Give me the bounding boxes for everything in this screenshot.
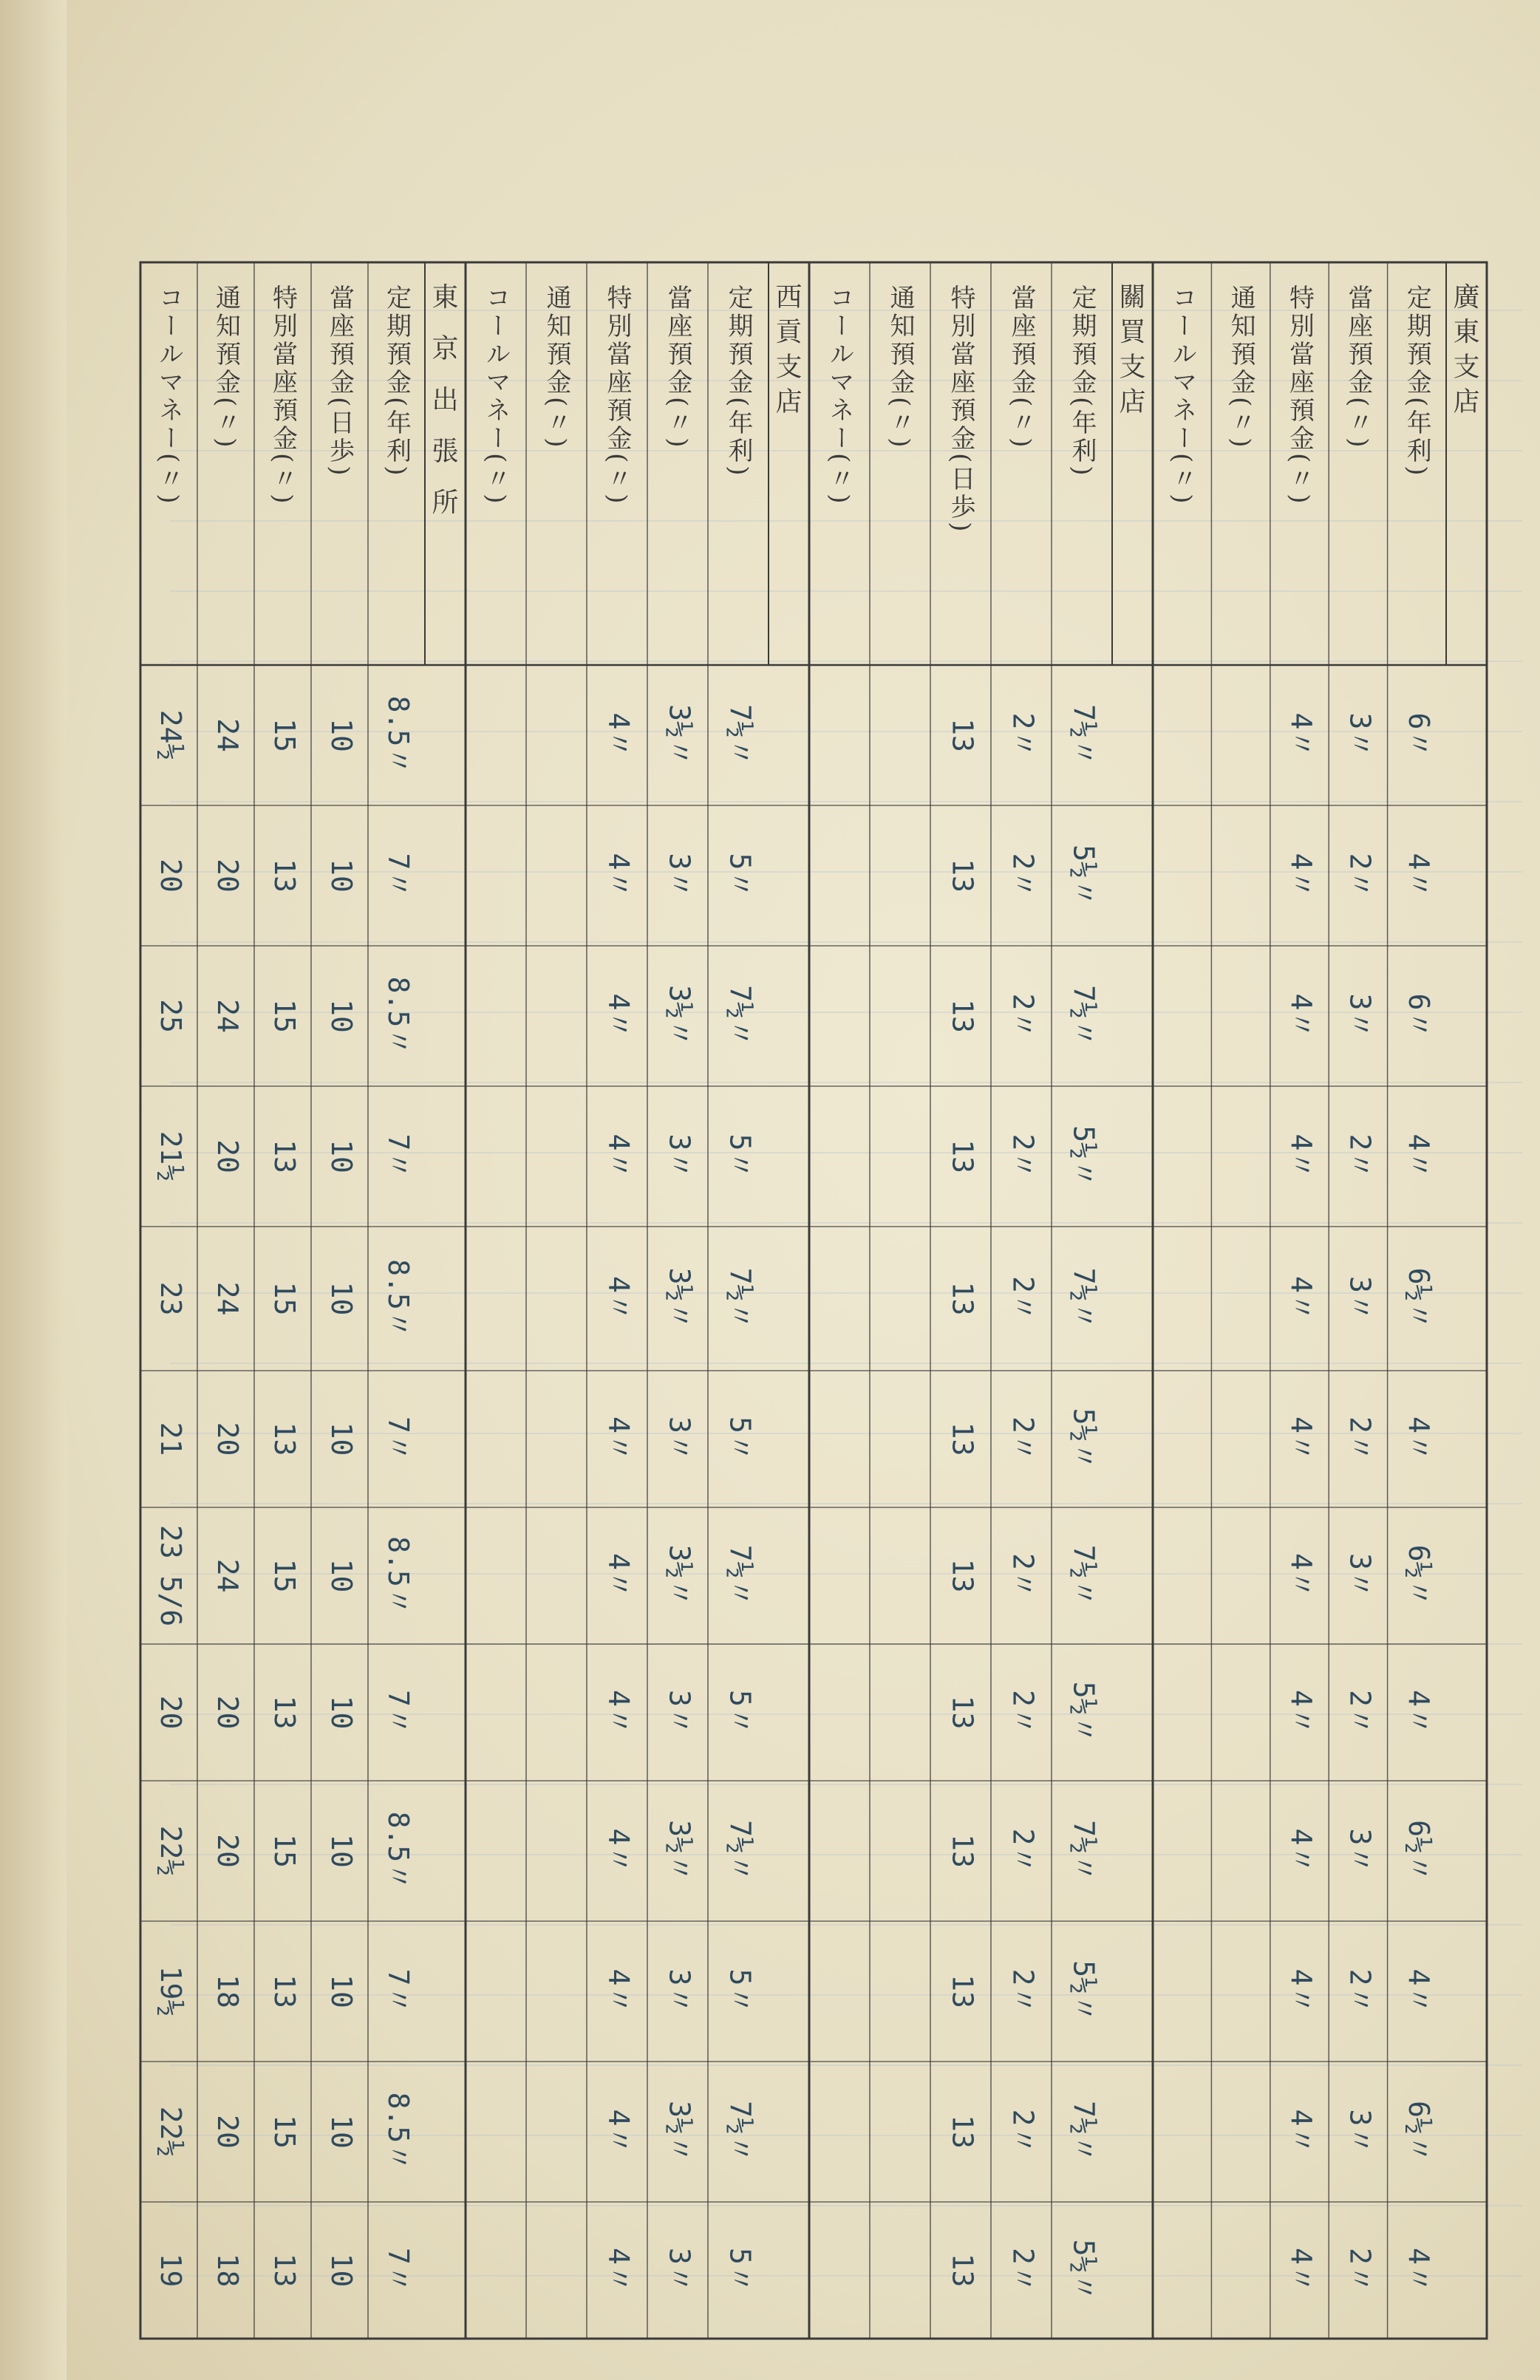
rate-value: 3〃 bbox=[663, 1416, 696, 1462]
rate-value: 4〃 bbox=[1285, 712, 1318, 758]
rate-value: 5½〃 bbox=[1067, 1681, 1100, 1744]
branch-name-char: 貢 bbox=[775, 317, 803, 348]
deposit-type-label: 特別當座預金(日歩) bbox=[946, 284, 975, 535]
branch-name-char: 出 bbox=[432, 384, 459, 415]
rate-value: 5½〃 bbox=[1067, 1960, 1100, 2022]
rate-value: 4〃 bbox=[1285, 1828, 1318, 1874]
rate-value: 15 bbox=[268, 1281, 301, 1316]
rate-value: 4〃 bbox=[1402, 1690, 1435, 1735]
rate-value: 8.5〃 bbox=[382, 976, 415, 1056]
deposit-type-label: コールマネー(〃) bbox=[1167, 284, 1197, 507]
rate-value: 4〃 bbox=[1285, 1690, 1318, 1735]
rate-value: 4〃 bbox=[1402, 1416, 1435, 1462]
rate-value: 20 bbox=[211, 1139, 244, 1173]
rate-value: 4〃 bbox=[1285, 1276, 1318, 1321]
rate-value: 4〃 bbox=[602, 712, 636, 758]
rate-value: 18 bbox=[211, 1974, 244, 2008]
rate-value: 7½〃 bbox=[1067, 1820, 1100, 1882]
rate-value: 5〃 bbox=[723, 1968, 757, 2014]
rate-value: 7〃 bbox=[382, 853, 415, 899]
rate-value: 13 bbox=[946, 999, 979, 1033]
rate-value: 10 bbox=[325, 1422, 358, 1456]
rate-value: 13 bbox=[946, 1695, 979, 1730]
rate-value: 3½〃 bbox=[663, 2101, 696, 2163]
rate-value: 7〃 bbox=[382, 2248, 415, 2293]
deposit-type-label: 特別當座預金(〃) bbox=[268, 284, 298, 507]
rate-value: 2〃 bbox=[1343, 853, 1377, 899]
rate-value: 4〃 bbox=[1285, 853, 1318, 899]
rate-value: 3〃 bbox=[1343, 712, 1377, 758]
deposit-type-label: 通知預金(〃) bbox=[1226, 284, 1256, 451]
rate-value: 2〃 bbox=[1006, 1828, 1040, 1874]
rate-value: 5½〃 bbox=[1067, 845, 1100, 907]
rate-value: 4〃 bbox=[602, 1133, 636, 1179]
branch-name-char: 張 bbox=[432, 436, 459, 467]
rate-value: 2〃 bbox=[1006, 2109, 1040, 2155]
rate-value: 7½〃 bbox=[1067, 704, 1100, 766]
deposit-type-label: 特別當座預金(〃) bbox=[602, 284, 632, 507]
rate-value: 22½ bbox=[154, 1825, 187, 1877]
branch-group-3 bbox=[466, 262, 809, 2339]
rate-value: 4〃 bbox=[1285, 2248, 1318, 2293]
rate-value: 10 bbox=[325, 718, 358, 752]
rate-value: 6½〃 bbox=[1402, 1820, 1435, 1882]
rate-value: 2〃 bbox=[1006, 1553, 1040, 1598]
rate-value: 10 bbox=[325, 999, 358, 1033]
rate-value: 7½〃 bbox=[1067, 985, 1100, 1047]
rate-value: 13 bbox=[946, 1139, 979, 1173]
branch-name-char: 店 bbox=[1453, 386, 1480, 417]
rate-value: 10 bbox=[325, 859, 358, 893]
rate-value: 4〃 bbox=[1285, 1133, 1318, 1179]
deposit-type-label: 通知預金(〃) bbox=[542, 284, 571, 451]
rate-value: 7½〃 bbox=[1067, 2101, 1100, 2163]
rate-value: 3〃 bbox=[1343, 1828, 1377, 1874]
rate-value: 2〃 bbox=[1006, 1133, 1040, 1179]
rate-value: 10 bbox=[325, 1281, 358, 1316]
rate-value: 3〃 bbox=[1343, 2109, 1377, 2155]
deposit-type-label: 當座預金(日歩) bbox=[324, 284, 355, 479]
rate-value: 3〃 bbox=[663, 853, 696, 899]
deposit-type-label: 當座預金(〃) bbox=[1343, 284, 1373, 451]
rate-value: 5〃 bbox=[723, 1690, 757, 1735]
rate-value: 5½〃 bbox=[1067, 2239, 1100, 2302]
rate-value: 3〃 bbox=[1343, 1553, 1377, 1598]
rate-value: 4〃 bbox=[602, 853, 636, 899]
rate-value: 6½〃 bbox=[1402, 1544, 1435, 1607]
rate-value: 3½〃 bbox=[663, 1820, 696, 1882]
rate-value: 6½〃 bbox=[1402, 1267, 1435, 1330]
rate-value: 4〃 bbox=[602, 1416, 636, 1462]
rate-value: 24 bbox=[211, 718, 244, 752]
rate-value: 13 bbox=[268, 1422, 301, 1456]
deposit-type-label: 定期預金(年利) bbox=[1402, 284, 1432, 479]
rate-value: 20 bbox=[211, 1834, 244, 1868]
rate-value: 10 bbox=[325, 2115, 358, 2149]
rate-value: 20 bbox=[211, 1695, 244, 1730]
rate-value: 13 bbox=[946, 1281, 979, 1316]
rate-value: 20 bbox=[211, 1422, 244, 1456]
rate-value: 4〃 bbox=[602, 2109, 636, 2155]
rate-value: 2〃 bbox=[1006, 1416, 1040, 1462]
branch-name-char: 西 bbox=[775, 282, 803, 313]
deposit-type-label: コールマネー(〃) bbox=[481, 284, 511, 507]
deposit-type-label: 通知預金(〃) bbox=[885, 284, 915, 451]
branch-name-char: 店 bbox=[1119, 386, 1146, 417]
rate-value: 15 bbox=[268, 1558, 301, 1593]
branch-name-char: 支 bbox=[1119, 352, 1146, 383]
rate-value: 7〃 bbox=[382, 1968, 415, 2014]
branch-name-char: 關 bbox=[1119, 282, 1146, 313]
rate-value: 2〃 bbox=[1006, 853, 1040, 899]
rate-value: 13 bbox=[946, 718, 979, 752]
rate-value: 4〃 bbox=[602, 1553, 636, 1598]
rate-value: 4〃 bbox=[1285, 2109, 1318, 2155]
rate-value: 7½〃 bbox=[723, 985, 757, 1047]
rate-value: 6〃 bbox=[1402, 712, 1435, 758]
rate-value: 2〃 bbox=[1343, 1968, 1377, 2014]
rate-value: 4〃 bbox=[602, 1828, 636, 1874]
rate-value: 5〃 bbox=[723, 1416, 757, 1462]
rate-value: 13 bbox=[946, 1974, 979, 2008]
deposit-type-label: コールマネー(〃) bbox=[825, 284, 854, 507]
rate-value: 18 bbox=[211, 2253, 244, 2288]
rate-value: 10 bbox=[325, 1974, 358, 2008]
rate-value: 4〃 bbox=[1285, 1416, 1318, 1462]
rate-value: 13 bbox=[268, 859, 301, 893]
rate-value: 13 bbox=[946, 2115, 979, 2149]
branch-name-char: 所 bbox=[432, 487, 459, 518]
rate-value: 3½〃 bbox=[663, 704, 696, 766]
deposit-type-label: 定期預金(年利) bbox=[381, 284, 412, 479]
rate-value: 13 bbox=[946, 859, 979, 893]
rate-value: 25 bbox=[154, 999, 187, 1033]
rate-value: 7½〃 bbox=[723, 1820, 757, 1882]
branch-name-char: 支 bbox=[1453, 352, 1480, 383]
rate-value: 7〃 bbox=[382, 1416, 415, 1462]
deposit-type-label: 特別當座預金(〃) bbox=[1284, 284, 1315, 507]
rate-value: 7½〃 bbox=[723, 1267, 757, 1330]
rate-value: 8.5〃 bbox=[382, 695, 415, 775]
rate-value: 15 bbox=[268, 718, 301, 752]
rate-value: 4〃 bbox=[602, 1968, 636, 2014]
rate-value: 24 bbox=[211, 999, 244, 1033]
rate-value: 7½〃 bbox=[723, 2101, 757, 2163]
rate-value: 10 bbox=[325, 1139, 358, 1173]
rate-value: 4〃 bbox=[1402, 1133, 1435, 1179]
rate-value: 13 bbox=[946, 2253, 979, 2288]
rate-value: 13 bbox=[268, 2253, 301, 2288]
rate-value: 7½〃 bbox=[1067, 1267, 1100, 1330]
rate-value: 22½ bbox=[154, 2106, 187, 2158]
rate-value: 23 5/6 bbox=[154, 1524, 187, 1627]
branch-name-char: 買 bbox=[1119, 317, 1146, 348]
rate-value: 2〃 bbox=[1006, 2248, 1040, 2293]
rate-value: 10 bbox=[325, 1558, 358, 1593]
rate-value: 2〃 bbox=[1343, 1690, 1377, 1735]
rate-value: 3½〃 bbox=[663, 985, 696, 1047]
rate-value: 3〃 bbox=[663, 1968, 696, 2014]
rate-value: 13 bbox=[268, 1139, 301, 1173]
rate-value: 21½ bbox=[154, 1131, 187, 1182]
rate-value: 2〃 bbox=[1006, 1968, 1040, 2014]
rate-value: 15 bbox=[268, 2115, 301, 2149]
deposit-type-label: 當座預金(〃) bbox=[663, 284, 692, 451]
branch-name-char: 東 bbox=[432, 282, 459, 313]
rate-value: 8.5〃 bbox=[382, 1536, 415, 1615]
branch-group-4 bbox=[140, 262, 466, 2339]
branch-group-2 bbox=[809, 262, 1153, 2339]
deposit-type-label: コールマネー(〃) bbox=[154, 284, 184, 507]
rate-value: 4〃 bbox=[602, 2248, 636, 2293]
rate-value: 3〃 bbox=[1343, 993, 1377, 1039]
rate-value: 13 bbox=[268, 1695, 301, 1730]
rate-value: 2〃 bbox=[1343, 1133, 1377, 1179]
rate-value: 5〃 bbox=[723, 853, 757, 899]
rate-value: 21 bbox=[154, 1422, 187, 1456]
rate-value: 7½〃 bbox=[723, 1544, 757, 1607]
rate-value: 2〃 bbox=[1006, 993, 1040, 1039]
branch-name-char: 東 bbox=[1453, 317, 1480, 348]
rate-value: 13 bbox=[946, 1422, 979, 1456]
deposit-type-label: 定期預金(年利) bbox=[723, 284, 753, 479]
rate-value: 2〃 bbox=[1343, 1416, 1377, 1462]
rate-value: 23 bbox=[154, 1281, 187, 1316]
rate-value: 5〃 bbox=[723, 2248, 757, 2293]
rate-value: 24 bbox=[211, 1558, 244, 1593]
rate-value: 8.5〃 bbox=[382, 2092, 415, 2172]
rate-value: 13 bbox=[946, 1834, 979, 1868]
rate-value: 4〃 bbox=[1285, 1553, 1318, 1598]
rate-value: 19 bbox=[154, 2253, 187, 2288]
rate-value: 8.5〃 bbox=[382, 1811, 415, 1891]
rate-value: 7½〃 bbox=[1067, 1544, 1100, 1607]
rate-value: 3〃 bbox=[663, 1133, 696, 1179]
rate-value: 2〃 bbox=[1006, 712, 1040, 758]
rate-value: 19½ bbox=[154, 1965, 187, 2017]
rate-value: 4〃 bbox=[602, 993, 636, 1039]
rate-value: 15 bbox=[268, 1834, 301, 1868]
rate-value: 24½ bbox=[154, 709, 187, 761]
rate-value: 13 bbox=[268, 1974, 301, 2008]
rate-value: 20 bbox=[154, 859, 187, 893]
rate-value: 4〃 bbox=[602, 1276, 636, 1321]
rate-value: 3½〃 bbox=[663, 1267, 696, 1330]
rate-value: 2〃 bbox=[1006, 1690, 1040, 1735]
branch-name-char: 店 bbox=[775, 386, 803, 417]
rate-value: 4〃 bbox=[1402, 2248, 1435, 2293]
rate-value: 4〃 bbox=[1285, 993, 1318, 1039]
rate-value: 6〃 bbox=[1402, 993, 1435, 1039]
rate-value: 3〃 bbox=[1343, 1276, 1377, 1321]
rate-value: 2〃 bbox=[1343, 2248, 1377, 2293]
rate-value: 13 bbox=[946, 1558, 979, 1593]
rate-value: 24 bbox=[211, 1281, 244, 1316]
rate-value: 5½〃 bbox=[1067, 1408, 1100, 1470]
rate-value: 5½〃 bbox=[1067, 1125, 1100, 1187]
branch-name-char: 廣 bbox=[1453, 282, 1480, 313]
branch-name-char: 京 bbox=[432, 333, 459, 364]
rate-value: 20 bbox=[211, 2115, 244, 2149]
rate-value: 6½〃 bbox=[1402, 2101, 1435, 2163]
rate-value: 4〃 bbox=[1402, 1968, 1435, 2014]
rate-value: 20 bbox=[211, 859, 244, 893]
branch-name-char: 支 bbox=[775, 352, 803, 383]
deposit-type-label: 通知預金(〃) bbox=[211, 284, 241, 451]
rate-value: 3½〃 bbox=[663, 1544, 696, 1607]
rate-value: 7〃 bbox=[382, 1133, 415, 1179]
rate-value: 20 bbox=[154, 1695, 187, 1730]
rate-value: 3〃 bbox=[663, 1690, 696, 1735]
deposit-type-label: 定期預金(年利) bbox=[1067, 284, 1097, 479]
rate-value: 10 bbox=[325, 1695, 358, 1730]
branch-group-1 bbox=[1153, 262, 1481, 2339]
deposit-type-label: 當座預金(〃) bbox=[1006, 284, 1036, 451]
rate-value: 5〃 bbox=[723, 1133, 757, 1179]
rate-value: 10 bbox=[325, 2253, 358, 2288]
rate-value: 2〃 bbox=[1006, 1276, 1040, 1321]
rate-value: 4〃 bbox=[1402, 853, 1435, 899]
rate-value: 4〃 bbox=[602, 1690, 636, 1735]
rate-value: 7〃 bbox=[382, 1690, 415, 1735]
rate-value: 7½〃 bbox=[723, 704, 757, 766]
rate-value: 3〃 bbox=[663, 2248, 696, 2293]
rate-value: 10 bbox=[325, 1834, 358, 1868]
rate-value: 4〃 bbox=[1285, 1968, 1318, 2014]
rate-value: 15 bbox=[268, 999, 301, 1033]
rate-value: 8.5〃 bbox=[382, 1259, 415, 1338]
